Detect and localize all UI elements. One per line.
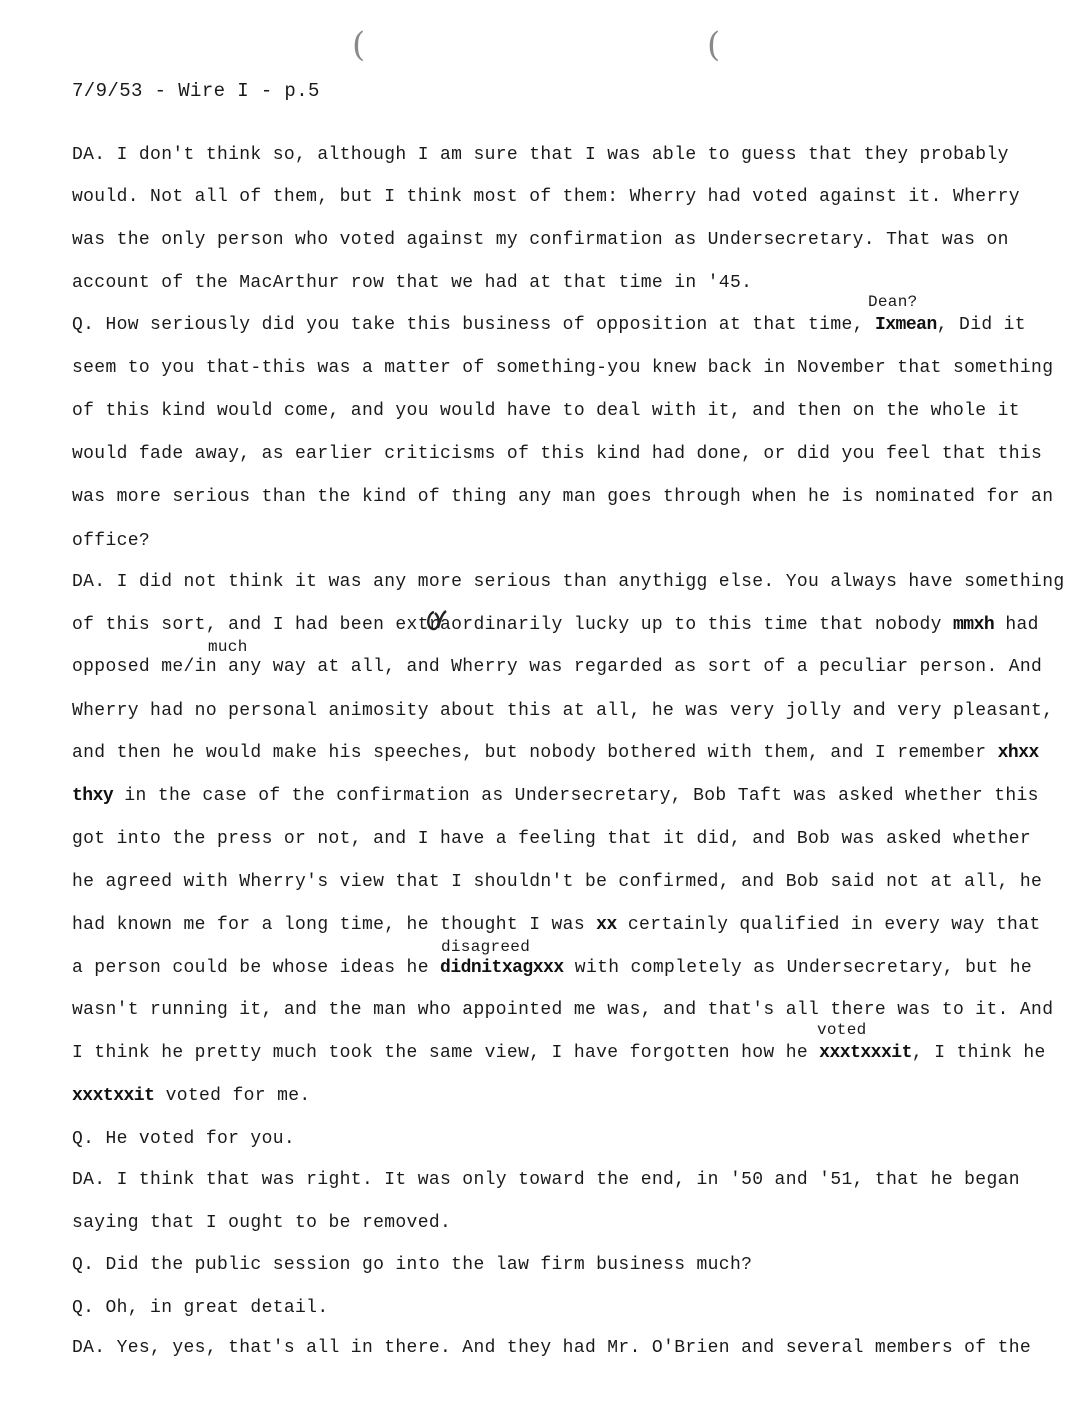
transcript-line: DA. I think that was right. It was only toward the end, in '50 and '51, that he began <box>72 1170 1020 1190</box>
struck-out-text: xxxtxxxit <box>819 1043 912 1063</box>
transcript-line: I think he pretty much took the same view, I have forgotten how he xxxtxxxit, I think he <box>72 1043 1046 1063</box>
transcript-line: was the only person who voted against my confirmation as Undersecretary. That was on <box>72 230 1009 250</box>
transcript-line: he agreed with Wherry's view that I shouldn't be confirmed, and Bob said not at all, he <box>72 872 1043 892</box>
transcript-line: and then he would make his speeches, but nobody bothered with them, and I remember xhxx <box>72 743 1039 763</box>
transcript-line: would fade away, as earlier criticisms of this kind had done, or did you feel that this <box>72 444 1043 464</box>
interlinear-insertion: disagreed <box>441 938 531 956</box>
struck-out-text: thxy <box>72 786 114 806</box>
struck-out-text: xx <box>596 915 617 935</box>
transcript-line: had known me for a long time, he thought I was xx certainly qualified in every way that <box>72 915 1041 935</box>
transcript-line: DA. I did not think it was any more serious than anythigg else. You always have something <box>72 572 1065 592</box>
transcript-line: Q. How seriously did you take this business of opposition at that time, Ixmean, Did it <box>72 315 1026 335</box>
interlinear-insertion: much <box>208 638 248 656</box>
page-header: 7/9/53 - Wire I - p.5 <box>72 80 320 102</box>
transcript-line: a person could be whose ideas he didnitxagxxx with completely as Undersecretary, but he <box>72 958 1033 978</box>
hole-punch-mark-right: ( <box>707 25 721 65</box>
transcript-line: DA. Yes, yes, that's all in there. And they had Mr. O'Brien and several members of the <box>72 1338 1032 1358</box>
transcript-line: seem to you that-this was a matter of something-you knew back in November that something <box>72 358 1054 378</box>
struck-out-text: Ixmean <box>874 315 937 335</box>
transcript-line: saying that I ought to be removed. <box>72 1213 452 1233</box>
transcript-line: wasn't running it, and the man who appointed me was, and that's all there was to it. And <box>72 1000 1054 1020</box>
interlinear-insertion: Dean? <box>868 293 918 311</box>
struck-out-text: xxxtxxit <box>72 1086 155 1106</box>
interlinear-insertion: voted <box>817 1021 867 1039</box>
transcript-line: Q. Oh, in great detail. <box>72 1298 329 1318</box>
transcript-line: opposed me/in any way at all, and Wherry was regarded as sort of a peculiar person. And <box>72 657 1043 677</box>
transcript-line: was more serious than the kind of thing any man goes through when he is nominated for an <box>72 487 1054 507</box>
transcript-line: DA. I don't think so, although I am sure that I was able to guess that they probably <box>72 145 1009 165</box>
transcript-line: would. Not all of them, but I think most of them: Wherry had voted against it. Wherry <box>72 187 1020 207</box>
transcript-line: of this kind would come, and you would have to deal with it, and then on the whole it <box>72 401 1020 421</box>
struck-out-text: didnitxagxxx <box>440 958 564 978</box>
struck-out-text: xhxx <box>997 743 1039 763</box>
transcript-line: office? <box>72 531 151 551</box>
transcript-line: Q. He voted for you. <box>72 1129 296 1149</box>
transcript-line: thxy in the case of the confirmation as Undersecretary, Bob Taft was asked whether this <box>72 786 1039 806</box>
transcript-line: of this sort, and I had been extraordinarily lucky up to this time that nobody mmxh had <box>72 615 1039 635</box>
hole-punch-mark-left: ( <box>352 25 366 65</box>
transcript-line: account of the MacArthur row that we had at that time in '45. <box>72 273 753 293</box>
struck-out-text: mmxh <box>953 615 995 635</box>
transcript-line: Q. Did the public session go into the law firm business much? <box>72 1255 753 1275</box>
transcript-line: got into the press or not, and I have a feeling that it did, and Bob was asked whether <box>72 829 1032 849</box>
transcript-line: Wherry had no personal animosity about this at all, he was very jolly and very pleasant, <box>72 701 1054 721</box>
transcript-line: xxxtxxit voted for me. <box>72 1086 311 1106</box>
